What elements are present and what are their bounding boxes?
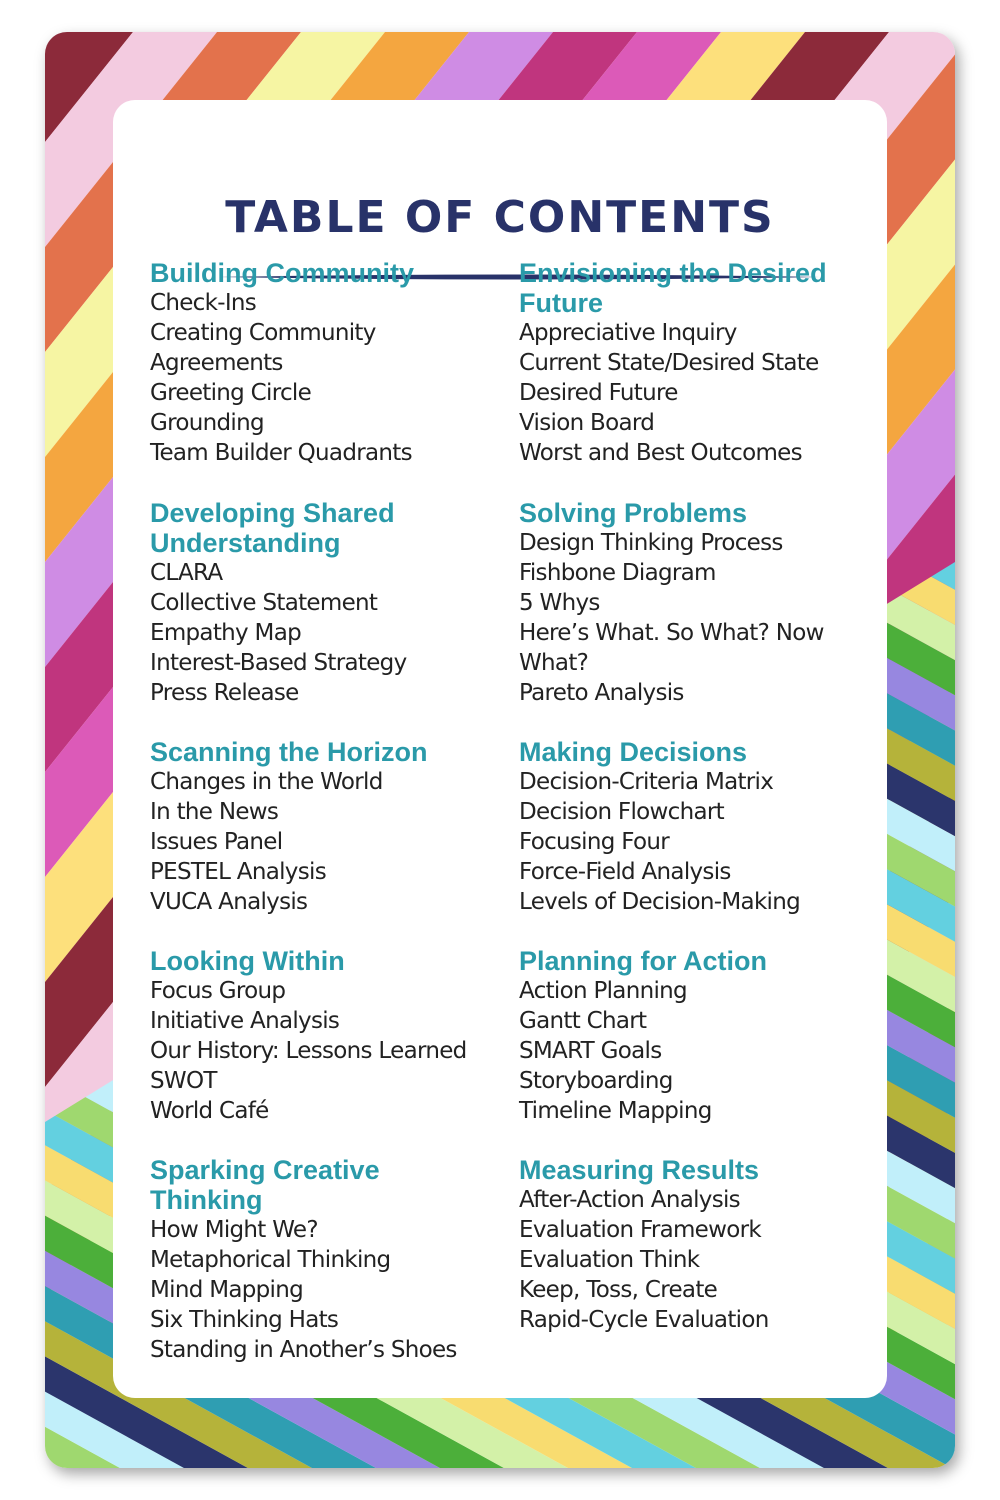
toc-entry[interactable]: Evaluation Think (519, 1247, 700, 1273)
toc-entry[interactable]: Storyboarding (519, 1068, 673, 1094)
toc-entry[interactable]: Gantt Chart (519, 1008, 647, 1034)
toc-entry[interactable]: Design Thinking Process (519, 530, 783, 556)
toc-entry[interactable]: Pareto Analysis (519, 680, 684, 706)
toc-entry[interactable]: Check-Ins (150, 290, 257, 316)
toc-entry[interactable]: SWOT (150, 1068, 217, 1094)
toc-entry[interactable]: Vision Board (519, 410, 655, 436)
toc-entry[interactable]: Greeting Circle (150, 380, 312, 406)
section-heading: Developing Shared Understanding (150, 498, 395, 558)
section-heading: Scanning the Horizon (150, 737, 428, 767)
section-heading: Measuring Results (519, 1155, 760, 1185)
section-measuring-results (519, 1155, 879, 1335)
toc-entry[interactable]: CLARA (150, 560, 223, 586)
toc-entry[interactable]: Current State/Desired State (519, 350, 819, 376)
toc-entry[interactable]: Decision-Criteria Matrix (519, 769, 774, 795)
toc-entry[interactable]: Focus Group (150, 978, 286, 1004)
toc-entry[interactable]: Timeline Mapping (519, 1098, 712, 1124)
section-envisioning-the-desired-future (519, 258, 859, 468)
toc-entry[interactable]: Decision Flowchart (519, 799, 724, 825)
section-heading: Envisioning the Desired Future (519, 258, 827, 318)
toc-entry[interactable]: In the News (150, 799, 279, 825)
section-heading: Sparking Creative Thinking (150, 1155, 380, 1215)
toc-entry[interactable]: Metaphorical Thinking (150, 1247, 391, 1273)
toc-entry[interactable]: Six Thinking Hats (150, 1307, 339, 1333)
section-looking-within (150, 946, 510, 1126)
toc-entry[interactable]: Collective Statement (150, 590, 378, 616)
toc-entry[interactable]: Appreciative Inquiry (519, 320, 737, 346)
toc-entry[interactable]: Team Builder Quadrants (150, 440, 412, 466)
toc-entry[interactable]: Standing in Another’s Shoes (150, 1337, 457, 1363)
toc-entry[interactable]: VUCA Analysis (150, 889, 308, 915)
section-developing-shared-understanding (150, 498, 440, 708)
toc-entry[interactable]: Creating Community Agreements (150, 320, 376, 376)
toc-entry[interactable]: Changes in the World (150, 769, 383, 795)
section-solving-problems (519, 498, 879, 708)
section-making-decisions (519, 737, 879, 917)
toc-entry[interactable]: Our History: Lessons Learned (150, 1038, 467, 1064)
section-planning-for-action (519, 946, 879, 1126)
toc-entry[interactable]: Keep, Toss, Create (519, 1277, 718, 1303)
section-building-community (150, 258, 510, 468)
toc-entry[interactable]: After-Action Analysis (519, 1187, 740, 1213)
toc-entry[interactable]: Force-Field Analysis (519, 859, 731, 885)
section-heading: Building Community (150, 258, 414, 288)
page-title: TABLE OF CONTENTS (225, 192, 775, 243)
toc-entry[interactable]: Fishbone Diagram (519, 560, 716, 586)
toc-entry[interactable]: PESTEL Analysis (150, 859, 326, 885)
toc-entry[interactable]: Issues Panel (150, 829, 283, 855)
toc-entry[interactable]: Mind Mapping (150, 1277, 304, 1303)
toc-entry[interactable]: SMART Goals (519, 1038, 662, 1064)
toc-entry[interactable]: Interest-Based Strategy (150, 650, 407, 676)
toc-entry[interactable]: Grounding (150, 410, 264, 436)
toc-entry[interactable]: Levels of Decision-Making (519, 889, 801, 915)
toc-entry[interactable]: Here’s What. So What? Now What? (519, 620, 824, 676)
section-heading: Planning for Action (519, 946, 767, 976)
toc-entry[interactable]: How Might We? (150, 1217, 318, 1243)
toc-entry[interactable]: Worst and Best Outcomes (519, 440, 802, 466)
contents-card (45, 32, 955, 1468)
section-heading: Making Decisions (519, 737, 748, 767)
toc-entry[interactable]: Empathy Map (150, 620, 301, 646)
toc-entry[interactable]: Initiative Analysis (150, 1008, 340, 1034)
toc-entry[interactable]: Desired Future (519, 380, 678, 406)
toc-entry[interactable]: Focusing Four (519, 829, 669, 855)
section-scanning-the-horizon (150, 737, 510, 917)
section-sparking-creative-thinking (150, 1155, 457, 1365)
toc-entry[interactable]: Press Release (150, 680, 299, 706)
section-heading: Solving Problems (519, 498, 748, 528)
contents-panel (113, 100, 887, 1398)
toc-entry[interactable]: Action Planning (519, 978, 687, 1004)
toc-entry[interactable]: 5 Whys (519, 590, 600, 616)
section-heading: Looking Within (150, 946, 345, 976)
toc-entry[interactable]: Rapid-Cycle Evaluation (519, 1307, 769, 1333)
toc-entry[interactable]: Evaluation Framework (519, 1217, 761, 1243)
toc-entry[interactable]: World Café (150, 1098, 269, 1124)
